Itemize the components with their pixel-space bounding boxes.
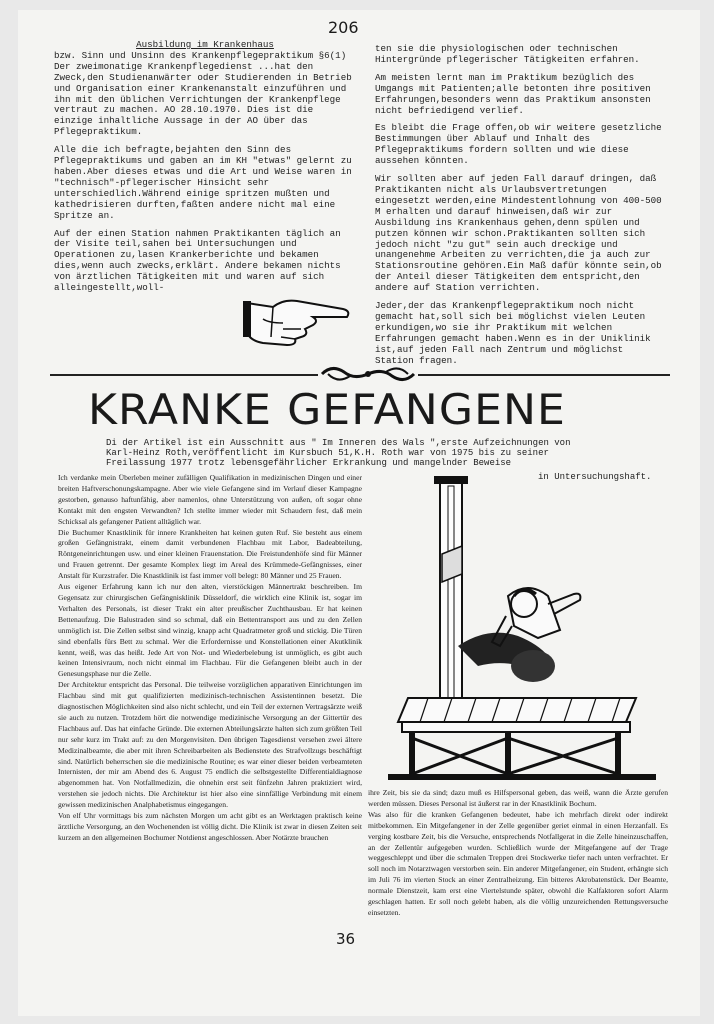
article-right-column <box>368 788 668 919</box>
page-number-top: 206 <box>328 18 359 37</box>
article-intro-end: in Untersuchungshaft. <box>538 472 652 482</box>
right-paragraph: ten sie die physiologischen oder technischen Hintergründe pflegerischer Tätigkeiten erfahren. <box>375 43 640 65</box>
article-paragraph: Der Architektur entspricht das Personal. Die teilweise vorzüglichen apparativen Einrichtungen im Flachbau sind mit gut qualifizierten medizinisch-technischen Assistentinnen besetzt. Die diagnostischen Möglichkeiten sind also nicht schlecht, und ein Teil der externen Vertragsärzte weiß sie auch zu nutzen. Trotzdem hört die notwendige medizinische Versorgung an der Gittertür des Flachbaus auf. Das hat einfache Gründe. Die externen Abteilungsärzte halten sich zum größten Teil nur sehr kurz im Trakt auf: zu den Morgenvisiten. Den übrigen Tagesdienst versehen zwei ältere Medizinalbeamte, die aber mit ihren Schreibarbeiten als Bedienstete des Strafvollzugs beschäftigt sind. Natürlich beherrschen sie die medizinische Routine; es war einer dieser beiden verbeamteten Internisten, der mir am Abend des 6. August 75 endlich die selbstgestellte Differentialdiagnose abgenommen hat. Von Notfallmedizin, die ohnehin erst seit fünfzehn Jahren praktiziert wird, verstehen sie jedoch nichts. Die Architektur ist hier also eine sinnfällige Verbindung mit einem gewissen medizinischen Analphabetismus eingegangen. <box>58 680 362 810</box>
right-paragraph: Am meisten lernt man im Praktikum bezüglich des Umgangs mit Patienten;alle betonten ihre positiven Erfahrungen,besonders wenn das Praktikum ansonsten nicht befriedigend verlief. <box>375 71 651 116</box>
article-paragraph: Was also für die kranken Gefangenen bedeutet, habe ich mehrfach direkt oder indirekt mitbekommen. Ein Mitgefangener in der Zelle gegenüber geriet einmal in einen Herzanfall. Es verging kostbare Zeit, bis die Versuche, entsprechends Notfallgerat in die Zelle hineinzuschaffen, an der Zellentür aufgegeben wurden. Schließlich wurde der Mitgefangene auf der Trage weggeschleppt und über die schmalen Treppen drei Stockwerke tiefer nach unten verfrachtet. Er soll noch im Notarztwagen verstorben sein. Ein anderer Mitgefangener, ein Student, erhängte sich im Juli 76 im vierten Stock an einer Zentralheizung. Ein bitteres Akrobatenstück. Der Beamte, normale Dienstzeit, kam erst eine Viertelstunde später, obwohl die Kalfaktoren sofort Alarm geschlagen hatten. Er soll noch gelebt haben, als die völlig unzureichenden Rettungsversuche einsetzten. <box>368 809 668 917</box>
right-paragraph: Wir sollten aber auf jeden Fall darauf dringen, daß Praktikanten nicht als Urlaubsvertretungen eingesetzt werden,eine Mindestentlohnung von 400-500 M erhalten und darauf hinweisen,daß wir zur Ausbildung ins Krankenhaus gehen,denn spülen und putzen können wir schon.Praktikanten sollten sich jedoch nicht "zu gut" sein auch dreckige und unangenehme Arbeiten zu verrichten,die ja auch zur Stationsroutine gehören.Ein Maß dafür könnte sein,ob der Anteil dieser Tätigkeiten dem entspricht,den andere auf Station verrichten. <box>375 173 662 294</box>
separator-rule-left <box>50 374 318 376</box>
left-column <box>54 40 356 301</box>
article-paragraph: Die Buchumer Knastklinik für innere Krankheiten hat keinen guten Ruf. Sie besteht aus einem großen Gefängnistrakt, einem damit verbundenen Flachbau mit Labor, Badeabteilung, Röntgeneinrichtungen usw. und einer kleinen Frauenstation. Die Freistundenhöfe sind für Männer und Frauen getrennt. Der gesamte Komplex liegt im Areal des Krümmede-Gefängnisses, einer Anstalt für Kurzstrafer. Die Knastklinik ist fast immer voll belegt: 80 Männer und 25 Frauen. <box>58 527 362 581</box>
left-paragraph: Alle die ich befragte,bejahten den Sinn des Pflegepraktikums und gaben an im KH "etwas" gelernt zu haben.Aber dieses etwas und die Art und Weise waren in "technisch"-pflegerischer Hinsicht sehr unterschiedlich.Während einige spritzen mußten und kathedrisieren durften,faßten andere nicht mal eine Spritze an. <box>54 144 352 221</box>
article-paragraph: Aus eigener Erfahrung kann ich nur den alten, vierstöckigen Männertrakt beschreiben. Im Gegensatz zur chirurgischen Gefängnisklinik Düsseldorf, die wirklich eine Klinik ist, sogar im Verhalten des Personals, ist dieser Trakt ein alter preußischer Zuchthausbau. Er hat keinen Bettenaufzug. Die Balustraden sind so schmal, daß ein Bettentransport aus und zu den Zellen unmöglich ist. Die Zellen selbst sind winzig, knapp acht Quadratmeter groß und stickig. Die Türen sind ebenfalls fürs Bett zu schmal. Wer die Erfordernisse und Konstellationen einer Akutklinik kennt, weiß, was das heißt. Jede Art von Not- und Wiederbelebung ist unmöglich, es gibt auch keinen Intensivraum, noch nicht einmal im Flachbau. Für die Gefangenen bleibt auch in der Genesungsphase nur die Zelle. <box>58 582 362 679</box>
left-paragraph: bzw. Sinn und Unsinn des Krankenpflegepraktikum §6(1) Der zweimonatige Krankenpflegedienst ...hat den Zweck,den Studienanwärter oder Studierenden in Betrieb und Organisation einer Krankenanstalt einzuführen und ihn mit den üblichen Verrichtungen der Krankenpflege vertraut zu machen. AO 28.10.1970. Dies ist die einzige inhaltliche Aussage in der AO über das Pflegepraktikum. <box>54 49 352 138</box>
article-paragraph: Ich verdanke mein Überleben meiner zufälligen Qualifikation in medizinischen Dingen und einer breiten Haftverschonungskampagne. Aber wie viele Gefangene sind im Verlauf dieser Kampagne gestorben, genauso haftunfähig, aber namenlos, ohne Unterstützung von außen, oft sogar ohne Kontakt mit den engsten Verwandten? Ich stellte immer wieder mit Schaudern fest, daß mein Schicksal als gefangener Patient alltäglich war. <box>58 473 362 526</box>
article-paragraph: ihre Zeit, bis sie da sind; dazu muß es Hilfspersonal geben, das weiß, wann die Ärzte gerufen werden müssen. Dieses Personal ist äußerst rar in der Knastklinik Bochum. <box>368 788 668 808</box>
right-paragraph: Es bleibt die Frage offen,ob wir weitere gesetzliche Bestimmungen über Ablauf und Inhalt des Pflegepraktikums fordern sollten und wie diese aussehen könnten. <box>375 122 662 167</box>
separator-rule-right <box>418 374 670 376</box>
right-paragraph: Jeder,der das Krankenpflegepraktikum noch nicht gemacht hat,soll sich bei möglichst vielen Leuten erkundigen,wo sie ihr Praktikum mit welchen Erfahrungen gemacht haben.Wenn es in der Uniklinik ist,auf jeden Fall nach Zentrum und möglichst Station fragen. <box>375 300 651 366</box>
ornament-icon <box>318 362 418 386</box>
left-paragraph: Auf der einen Station nahmen Praktikanten täglich an der Visite teil,sahen bei Untersuchungen und Operationen zu,lasen Krankerberichte und bekamen dies,wenn auch zwecks,erklärt. Andere bekamen nichts von ärztlichen Tätigkeiten mit und waren auf sich alleingestellt,woll- <box>54 227 341 294</box>
article-paragraph: Von elf Uhr vormittags bis zum nächsten Morgen um acht gibt es an Werktagen praktisch keine ärztliche Versorgung, an den Wochenenden ist völlig dicht. Die Klinik ist zwar in diesen Zeiten seit kurzem an den allgemeinen Bochumer Notdienst angeschlossen. Aber Notärzte brauchen <box>58 811 362 842</box>
pointing-hand-icon <box>243 293 353 349</box>
section-heading: Ausbildung im Krankenhaus <box>136 39 274 50</box>
right-column <box>375 44 667 373</box>
article-left-column <box>58 473 362 844</box>
article-title: KRANKE GEFANGENE <box>88 385 566 434</box>
guillotine-illustration <box>388 476 656 782</box>
article-intro: Di der Artikel ist ein Ausschnitt aus " Im Inneren des Wals ",erste Aufzeichnungen von Karl-Heinz Roth,veröffentlicht im Kursbuch 51,K.H. Roth war von 1975 bis zu seiner Freilassung 1977 trotz lebensgefährlicher Erkrankung und mangelnder Beweise <box>106 438 571 468</box>
scanned-page <box>18 10 700 1016</box>
page-number-bottom: 36 <box>336 930 356 948</box>
